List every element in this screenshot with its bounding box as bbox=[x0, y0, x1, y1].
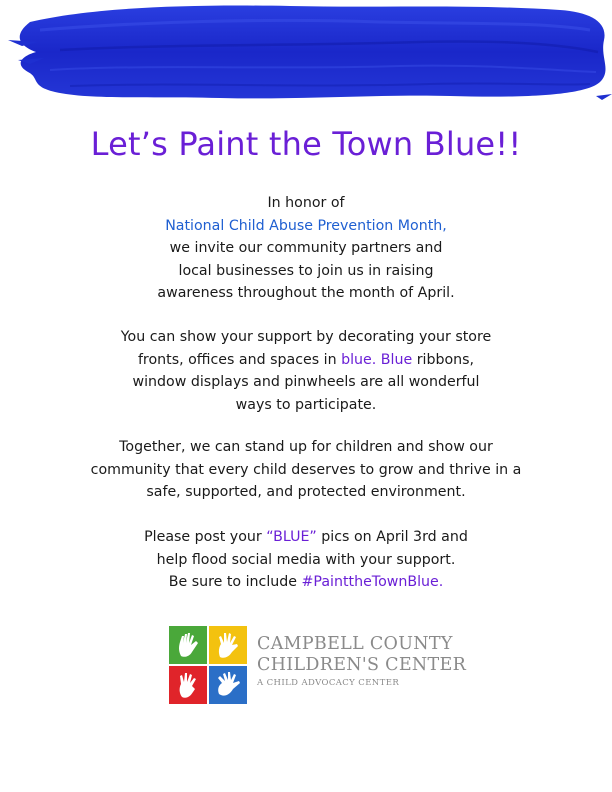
hashtag: #PainttheTownBlue. bbox=[301, 574, 444, 590]
page-title: Let’s Paint the Town Blue!! bbox=[90, 125, 522, 163]
logo-hand-tiles bbox=[169, 626, 247, 704]
together-line: safe, supported, and protected environment. bbox=[146, 484, 466, 500]
intro-line: awareness throughout the month of April. bbox=[157, 285, 455, 301]
hand-icon bbox=[173, 630, 203, 660]
support-line: window displays and pinwheels are all wonderful bbox=[132, 374, 480, 390]
hand-icon bbox=[213, 670, 243, 700]
post-text: Please post your bbox=[144, 529, 267, 545]
post-line bbox=[70, 571, 542, 594]
support-line: You can show your support by decorating your store bbox=[120, 329, 492, 345]
logo-wordmark bbox=[257, 634, 466, 690]
green-tile bbox=[169, 626, 207, 664]
blue-tile bbox=[209, 666, 247, 704]
blue-quote-highlight: “BLUE” bbox=[266, 529, 317, 545]
post-text: pics on April 3rd and bbox=[316, 529, 468, 545]
together-line: community that every child deserves to grow and thrive in a bbox=[90, 461, 522, 478]
hand-icon bbox=[213, 630, 243, 660]
intro-line: In honor of bbox=[267, 195, 345, 211]
post-text: Be sure to include bbox=[168, 574, 302, 590]
hand-icon bbox=[173, 670, 203, 700]
support-text: ribbons, bbox=[412, 351, 475, 368]
support-paragraph bbox=[70, 326, 542, 416]
blue-paint-stroke bbox=[0, 0, 612, 115]
logo-tagline: A CHILD ADVOCACY CENTER bbox=[257, 678, 400, 688]
yellow-tile bbox=[209, 626, 247, 664]
post-line: help flood social media with your support. bbox=[156, 551, 456, 568]
blue-highlight: blue. Blue bbox=[341, 351, 413, 368]
support-line bbox=[70, 349, 542, 372]
intro-line: local businesses to join us in raising bbox=[178, 262, 434, 279]
post-paragraph bbox=[70, 526, 542, 594]
support-text: fronts, offices and spaces in bbox=[137, 351, 342, 368]
together-paragraph bbox=[70, 436, 542, 504]
logo-line-center: CHILDREN'S CENTER bbox=[257, 655, 467, 675]
support-line: ways to participate. bbox=[235, 396, 377, 413]
intro-line: we invite our community partners and bbox=[169, 240, 443, 256]
together-line: Together, we can stand up for children and show our bbox=[119, 439, 493, 455]
campbell-county-logo bbox=[169, 626, 467, 706]
post-line bbox=[70, 526, 542, 549]
red-tile bbox=[169, 666, 207, 704]
logo-line-county: CAMPBELL COUNTY bbox=[257, 634, 453, 654]
intro-paragraph bbox=[70, 192, 542, 305]
observance-name: National Child Abuse Prevention Month, bbox=[165, 217, 447, 234]
